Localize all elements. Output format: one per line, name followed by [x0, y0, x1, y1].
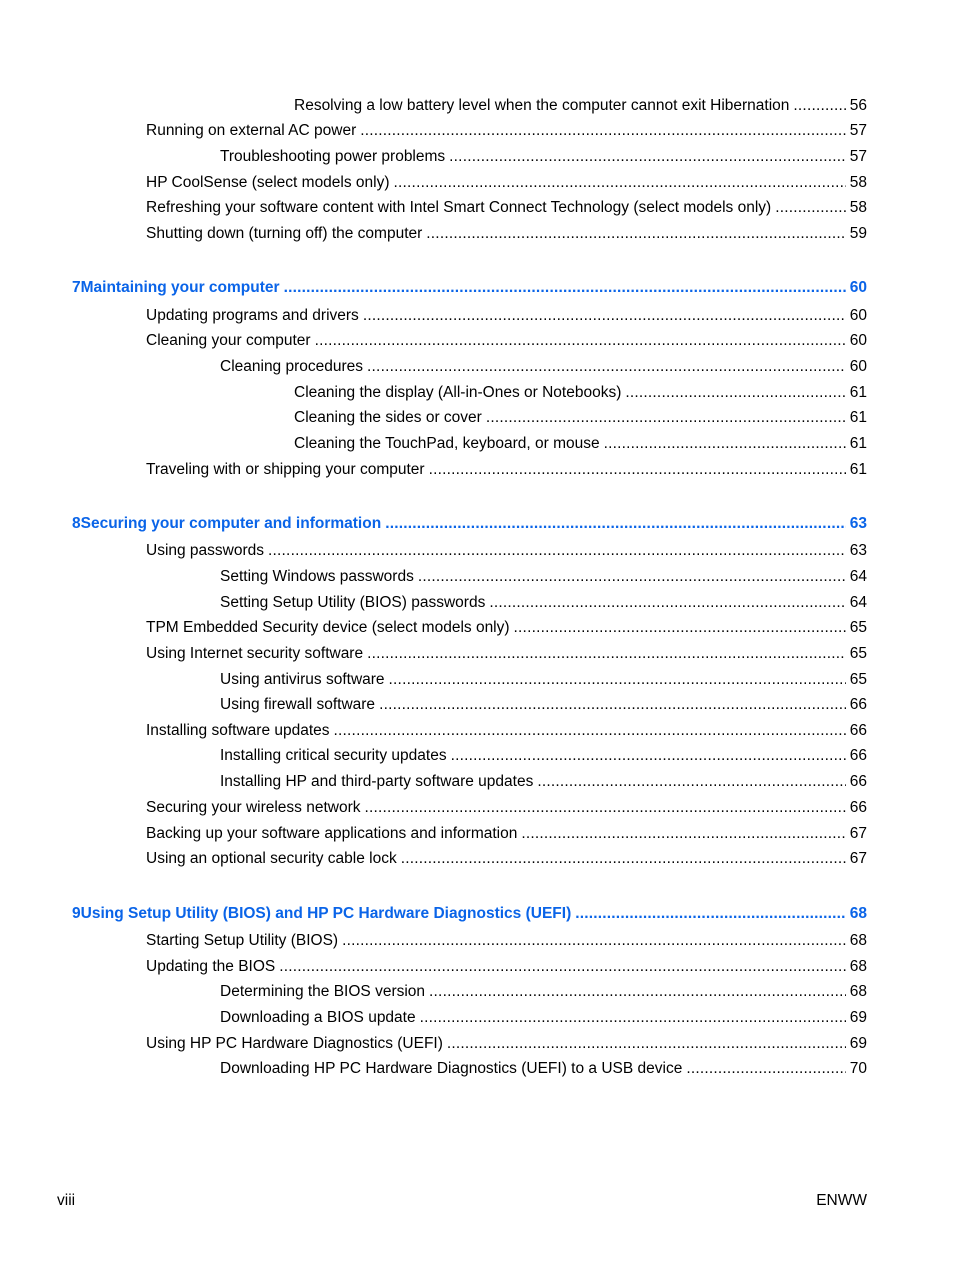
toc-page-number: 69 [849, 1009, 867, 1026]
footer-doc-code: ENWW [816, 1192, 867, 1209]
toc-entry-title: Updating the BIOS [146, 958, 276, 975]
toc-entry[interactable] [146, 617, 867, 639]
toc-page-number: 58 [849, 199, 867, 216]
toc-page-number: 63 [849, 515, 867, 532]
toc-entry[interactable] [146, 197, 867, 219]
toc-page-number: 61 [849, 384, 867, 401]
toc-entry[interactable] [220, 146, 867, 168]
toc-page-number: 56 [849, 97, 867, 114]
toc-entry-title: Cleaning the TouchPad, keyboard, or mouse [294, 435, 600, 452]
toc-chapter-number: 9 [72, 905, 81, 922]
toc-entry-title: Setting Setup Utility (BIOS) passwords [220, 594, 486, 611]
toc-dot-leader [401, 848, 846, 870]
toc-dot-leader [426, 223, 845, 245]
toc-entry-title: Refreshing your software content with Intel Smart Connect Technology (select models only) [146, 199, 772, 216]
toc-dot-leader [379, 694, 846, 716]
toc-page-number: 68 [849, 983, 867, 1000]
toc-dot-leader [449, 146, 846, 168]
toc-entry-title: Using HP PC Hardware Diagnostics (UEFI) [146, 1035, 443, 1052]
toc-dot-leader [793, 95, 845, 117]
toc-page-number: 57 [849, 122, 867, 139]
toc-page-number: 60 [849, 307, 867, 324]
toc-dot-leader [514, 617, 846, 639]
toc-entry[interactable] [220, 566, 867, 588]
toc-page-number: 61 [849, 409, 867, 426]
toc-dot-leader [360, 120, 846, 142]
toc-page-number: 69 [849, 1035, 867, 1052]
toc-entry-title: Using firewall software [220, 696, 376, 713]
toc-chapter-entry[interactable] [72, 513, 867, 535]
toc-dot-leader [363, 305, 846, 327]
toc-entry[interactable] [220, 745, 867, 767]
toc-dot-leader [686, 1058, 845, 1080]
toc-entry[interactable] [146, 720, 867, 742]
toc-entry[interactable] [294, 95, 867, 117]
toc-entry[interactable] [146, 120, 867, 142]
toc-dot-leader [575, 903, 846, 925]
toc-dot-leader [367, 356, 846, 378]
toc-entry-title: Using an optional security cable lock [146, 850, 397, 867]
toc-page-number: 57 [849, 148, 867, 165]
toc-entry[interactable] [294, 433, 867, 455]
toc-dot-leader [394, 172, 846, 194]
toc-chapter-number: 7 [72, 279, 81, 296]
toc-dot-leader [342, 930, 846, 952]
toc-entry-title: Securing your computer and information [80, 515, 382, 532]
toc-entry[interactable] [220, 1058, 867, 1080]
toc-entry[interactable] [220, 592, 867, 614]
toc-entry[interactable] [146, 1033, 867, 1055]
toc-dot-leader [365, 797, 846, 819]
toc-entry[interactable] [146, 797, 867, 819]
toc-entry-title: Using antivirus software [220, 671, 385, 688]
toc-entry-title: Running on external AC power [146, 122, 357, 139]
toc-page-number: 61 [849, 435, 867, 452]
toc-entry-title: Setting Windows passwords [220, 568, 414, 585]
toc-entry-title: Downloading HP PC Hardware Diagnostics (UEFI) to a USB device [220, 1060, 683, 1077]
toc-page-number: 66 [849, 799, 867, 816]
toc-entry-title: Determining the BIOS version [220, 983, 426, 1000]
toc-dot-leader [385, 513, 846, 535]
toc-entry[interactable] [146, 172, 867, 194]
toc-page-number: 59 [849, 225, 867, 242]
toc-entry-title: Troubleshooting power problems [220, 148, 446, 165]
toc-entry-title: Maintaining your computer [80, 279, 280, 296]
toc-entry-title: Installing HP and third-party software updates [220, 773, 534, 790]
toc-entry-title: Resolving a low battery level when the computer cannot exit Hibernation [294, 97, 790, 114]
toc-page-number: 60 [849, 358, 867, 375]
toc-page-number: 65 [849, 671, 867, 688]
toc-page-number: 65 [849, 619, 867, 636]
toc-page-number: 66 [849, 747, 867, 764]
toc-dot-leader [489, 592, 845, 614]
toc-dot-leader [625, 382, 845, 404]
toc-dot-leader [537, 771, 845, 793]
toc-entry-title: HP CoolSense (select models only) [146, 174, 390, 191]
toc-page-number: 70 [849, 1060, 867, 1077]
toc-dot-leader [604, 433, 846, 455]
toc-dot-leader [284, 277, 846, 299]
toc-entry[interactable] [220, 669, 867, 691]
toc-entry[interactable] [146, 643, 867, 665]
toc-entry[interactable] [146, 823, 867, 845]
toc-entry-title: Using Internet security software [146, 645, 364, 662]
toc-entry[interactable] [146, 848, 867, 870]
toc-entry[interactable] [146, 956, 867, 978]
toc-entry-title: Updating programs and drivers [146, 307, 359, 324]
toc-page-number: 64 [849, 568, 867, 585]
toc-entry[interactable] [220, 356, 867, 378]
toc-dot-leader [279, 956, 846, 978]
toc-entry[interactable] [146, 330, 867, 352]
toc-entry-title: Installing critical security updates [220, 747, 447, 764]
toc-entry-title: Installing software updates [146, 722, 330, 739]
footer-page-number: viii [57, 1192, 76, 1209]
toc-page-number: 61 [849, 461, 867, 478]
toc-entry[interactable] [146, 459, 867, 481]
toc-entry-title: Backing up your software applications and information [146, 825, 518, 842]
toc-dot-leader [315, 330, 846, 352]
toc-entry-title: Cleaning the display (All-in-Ones or Notebooks) [294, 384, 622, 401]
toc-entry-title: Using Setup Utility (BIOS) and HP PC Hardware Diagnostics (UEFI) [80, 905, 572, 922]
toc-chapter-entry[interactable] [72, 277, 867, 299]
toc-page-number: 64 [849, 594, 867, 611]
toc-entry[interactable] [146, 540, 867, 562]
toc-entry[interactable] [146, 305, 867, 327]
toc-dot-leader [486, 407, 846, 429]
toc-entry-title: Downloading a BIOS update [220, 1009, 416, 1026]
toc-entry-title: Cleaning the sides or cover [294, 409, 482, 426]
toc-page-number: 65 [849, 645, 867, 662]
toc-entry-title: Starting Setup Utility (BIOS) [146, 932, 339, 949]
toc-entry[interactable] [220, 771, 867, 793]
toc-entry[interactable] [294, 382, 867, 404]
toc-page-number: 68 [849, 932, 867, 949]
toc-entry[interactable] [220, 1007, 867, 1029]
toc-page-number: 67 [849, 825, 867, 842]
toc-dot-leader [420, 1007, 846, 1029]
toc-entry[interactable] [220, 694, 867, 716]
toc-entry-title: TPM Embedded Security device (select models only) [146, 619, 510, 636]
toc-chapter-number: 8 [72, 515, 81, 532]
toc-entry-title: Shutting down (turning off) the computer [146, 225, 423, 242]
toc-chapter-entry[interactable] [72, 903, 867, 925]
toc-page-number: 66 [849, 696, 867, 713]
toc-page-number: 60 [849, 332, 867, 349]
toc-dot-leader [521, 823, 845, 845]
toc-dot-leader [775, 197, 846, 219]
toc-page-number: 68 [849, 958, 867, 975]
toc-page-number: 68 [849, 905, 867, 922]
toc-dot-leader [389, 669, 846, 691]
toc-dot-leader [268, 540, 846, 562]
toc-entry-title: Cleaning procedures [220, 358, 364, 375]
toc-page-number: 66 [849, 773, 867, 790]
toc-entry[interactable] [294, 407, 867, 429]
toc-entry-title: Traveling with or shipping your computer [146, 461, 425, 478]
toc-page-number: 63 [849, 542, 867, 559]
toc-dot-leader [429, 459, 846, 481]
toc-entry-title: Cleaning your computer [146, 332, 311, 349]
toc-page-number: 58 [849, 174, 867, 191]
toc-entry[interactable] [146, 223, 867, 245]
toc-dot-leader [367, 643, 846, 665]
toc-page-number: 67 [849, 850, 867, 867]
toc-entry-title: Using passwords [146, 542, 265, 559]
toc-dot-leader [447, 1033, 846, 1055]
toc-dot-leader [429, 981, 846, 1003]
toc-page-number: 60 [849, 279, 867, 296]
toc-entry-title: Securing your wireless network [146, 799, 361, 816]
toc-dot-leader [418, 566, 846, 588]
toc-page-number: 66 [849, 722, 867, 739]
toc-dot-leader [451, 745, 846, 767]
toc-entry[interactable] [220, 981, 867, 1003]
toc-entry[interactable] [146, 930, 867, 952]
toc-dot-leader [334, 720, 846, 742]
